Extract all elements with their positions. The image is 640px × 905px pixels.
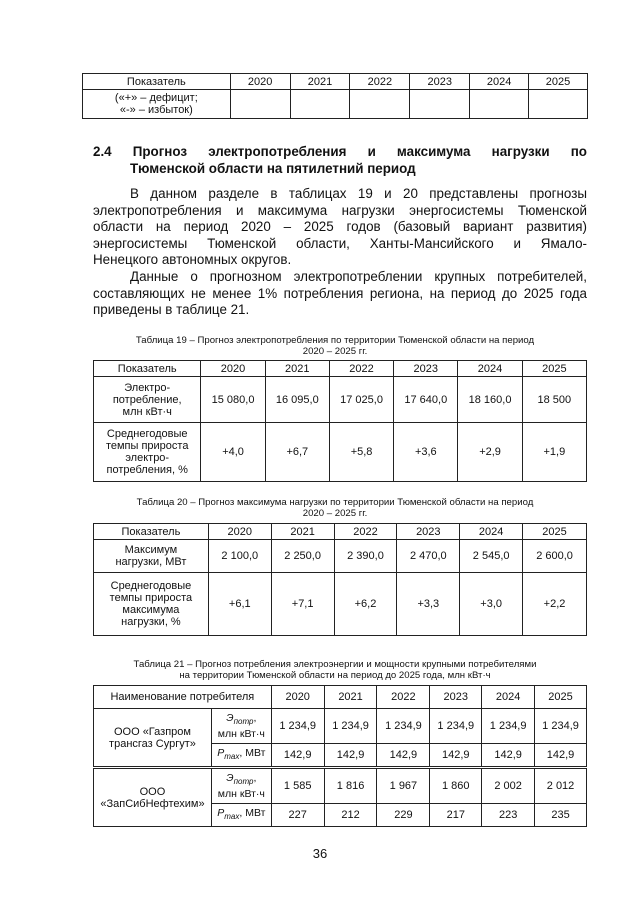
value-cell: 212 <box>324 804 377 827</box>
power-symbol: P <box>217 746 225 759</box>
value-cell: 15 080,0 <box>201 377 265 423</box>
energy-symbol: Э <box>226 771 234 784</box>
header-cell: 2021 <box>290 74 350 90</box>
value-cell: 235 <box>535 804 587 827</box>
header-cell: 2022 <box>350 74 410 90</box>
header-cell: 2022 <box>329 361 393 377</box>
name-line: «ЗапСибНефтехим» <box>100 797 205 810</box>
text-line: энергосистемы Тюменской области, Ханты-Мансийского и Ямало- <box>93 235 587 251</box>
value-cell: 229 <box>377 804 430 827</box>
value-cell: +6,2 <box>334 573 397 636</box>
header-cell: 2020 <box>201 361 265 377</box>
table-20 <box>93 523 587 636</box>
header-cell: 2021 <box>271 524 334 540</box>
section-number: 2.4 <box>93 144 112 159</box>
text-line: Ненецкого автономных округов. <box>93 252 292 268</box>
caption-line: Таблица 20 – Прогноз максимума нагрузки по территории Тюменской области на период <box>136 497 534 508</box>
section-heading <box>93 143 587 177</box>
value-cell: 16 095,0 <box>265 377 329 423</box>
name-line: трансгаз Сургут» <box>109 737 196 750</box>
caption-line: Таблица 21 – Прогноз потребления электроэнергии и мощности крупными потребителями <box>133 659 537 670</box>
value-cell: 18 500 <box>522 377 586 423</box>
table-19 <box>93 360 587 482</box>
energy-unit: млн кВт·ч <box>217 788 265 801</box>
label-line: потребления, % <box>106 464 188 476</box>
table-19-caption <box>82 335 588 357</box>
energy-subscript: потр <box>233 777 254 787</box>
header-cell: 2022 <box>334 524 397 540</box>
heading-word: Прогноз <box>132 144 188 159</box>
energy-symbol: Э <box>226 711 234 724</box>
value-cell: +5,8 <box>329 423 393 482</box>
top-table <box>82 73 588 119</box>
caption-line: 2020 – 2025 гг. <box>302 346 368 357</box>
row-label <box>83 90 231 119</box>
header-cell: Показатель <box>83 74 231 90</box>
label-line: темпы прироста <box>105 440 189 452</box>
value-cell: 227 <box>271 804 324 827</box>
power-symbol: P <box>217 806 225 819</box>
header-cell: 2024 <box>460 524 523 540</box>
value-cell: 1 860 <box>430 768 482 804</box>
label-line: электро- <box>125 452 170 464</box>
row-label <box>94 540 209 573</box>
header-cell: 2025 <box>522 361 586 377</box>
text-line: электропотребления и максимума нагрузки энергосистемы Тюменской <box>93 202 587 218</box>
table-20-caption <box>82 497 588 519</box>
header-cell: Показатель <box>94 524 209 540</box>
value-cell: 2 390,0 <box>334 540 397 573</box>
power-unit-cell <box>211 744 271 768</box>
text-line: составляющих не менее 1% потребления региона, на период до 2025 года <box>93 285 587 301</box>
row-label <box>94 423 201 482</box>
label-line: максимума <box>122 604 180 616</box>
row-label <box>94 377 201 423</box>
empty-cell <box>410 90 470 119</box>
heading-word: электропотребления <box>208 144 347 159</box>
value-cell: 142,9 <box>271 744 324 768</box>
value-cell: 18 160,0 <box>458 377 522 423</box>
table-header-row <box>94 686 587 709</box>
label-line: («+» – дефицит; <box>114 92 198 104</box>
row-label <box>94 573 209 636</box>
power-subscript: max <box>224 812 240 822</box>
value-cell: +6,7 <box>265 423 329 482</box>
header-cell: 2025 <box>523 524 587 540</box>
heading-line-2: Тюменской области на пятилетний период <box>130 161 416 176</box>
table-header-row <box>83 74 588 90</box>
value-cell: 1 234,9 <box>271 709 324 744</box>
value-cell: +2,2 <box>523 573 587 636</box>
table-header-row <box>94 524 587 540</box>
consumer-name <box>94 709 212 768</box>
value-cell: 2 250,0 <box>271 540 334 573</box>
label-line: млн кВт·ч <box>122 405 172 418</box>
power-unit: , МВт <box>239 746 266 759</box>
text-line: В данном разделе в таблицах 19 и 20 представлены прогнозы <box>130 186 587 201</box>
header-cell: 2023 <box>397 524 460 540</box>
header-cell: 2024 <box>458 361 522 377</box>
value-cell: 142,9 <box>482 744 535 768</box>
value-cell: 2 012 <box>535 768 587 804</box>
table-row <box>94 540 587 573</box>
table-21 <box>93 685 587 827</box>
caption-line: 2020 – 2025 гг. <box>302 508 368 519</box>
value-cell: 2 600,0 <box>523 540 587 573</box>
power-unit-cell <box>211 804 271 827</box>
header-cell: 2020 <box>271 686 324 709</box>
label-line: «-» – избыток) <box>119 104 193 116</box>
empty-cell <box>350 90 410 119</box>
value-cell: 2 002 <box>482 768 535 804</box>
value-cell: 1 234,9 <box>535 709 587 744</box>
header-cell: 2022 <box>377 686 430 709</box>
header-cell: 2024 <box>482 686 535 709</box>
power-unit: , МВт <box>239 806 266 819</box>
consumer-name <box>94 768 212 827</box>
value-cell: 1 234,9 <box>430 709 482 744</box>
empty-cell <box>529 90 588 119</box>
header-cell: 2023 <box>394 361 458 377</box>
value-cell: +7,1 <box>271 573 334 636</box>
header-cell: 2023 <box>430 686 482 709</box>
table-row <box>94 709 587 744</box>
caption-line: Таблица 19 – Прогноз электропотребления по территории Тюменской области на период <box>135 335 535 346</box>
label-line: Среднегодовые <box>110 580 192 592</box>
value-cell: 2 545,0 <box>460 540 523 573</box>
energy-unit-cell: $Э_{потр}$, млн кВт·ч <box>211 709 271 744</box>
table-row <box>94 573 587 636</box>
value-cell: 1 234,9 <box>482 709 535 744</box>
table-row <box>94 377 587 423</box>
table-row <box>94 423 587 482</box>
empty-cell <box>230 90 290 119</box>
value-cell: +2,9 <box>458 423 522 482</box>
value-cell: 217 <box>430 804 482 827</box>
value-cell: 142,9 <box>535 744 587 768</box>
value-cell: +6,1 <box>208 573 271 636</box>
value-cell: 1 816 <box>324 768 377 804</box>
empty-cell <box>470 90 529 119</box>
header-cell: 2020 <box>230 74 290 90</box>
header-cell: Показатель <box>94 361 201 377</box>
value-cell: 1 585 <box>271 768 324 804</box>
label-line: Максимум <box>124 544 178 556</box>
label-line: нагрузки, % <box>121 616 181 628</box>
table-header-row <box>94 361 587 377</box>
paragraph-1 <box>93 186 587 269</box>
table-row <box>83 90 588 119</box>
value-cell: 223 <box>482 804 535 827</box>
name-line: ООО «Газпром <box>113 725 191 738</box>
energy-unit: млн кВт·ч <box>217 728 265 741</box>
header-cell: 2021 <box>324 686 377 709</box>
energy-subscript: потр <box>233 717 254 727</box>
heading-word: максимума <box>396 144 471 159</box>
value-cell: 142,9 <box>377 744 430 768</box>
value-cell: 17 025,0 <box>329 377 393 423</box>
value-cell: +3,3 <box>397 573 460 636</box>
label-line: Электро- <box>124 381 171 394</box>
empty-cell <box>290 90 350 119</box>
value-cell: +4,0 <box>201 423 265 482</box>
heading-line-1 <box>93 143 587 160</box>
value-cell: +3,6 <box>394 423 458 482</box>
value-cell: 2 470,0 <box>397 540 460 573</box>
value-cell: 1 234,9 <box>377 709 430 744</box>
page-number: 36 <box>312 846 328 861</box>
text-line: приведены в таблице 21. <box>93 302 250 318</box>
value-cell: +1,9 <box>522 423 586 482</box>
value-cell: 17 640,0 <box>394 377 458 423</box>
header-cell: 2020 <box>208 524 271 540</box>
heading-word: и <box>367 144 376 159</box>
value-cell: 1 234,9 <box>324 709 377 744</box>
value-cell: 2 100,0 <box>208 540 271 573</box>
label-line: Среднегодовые <box>106 428 188 440</box>
value-cell: +3,0 <box>460 573 523 636</box>
name-line: ООО <box>139 785 166 798</box>
table-row <box>94 768 587 804</box>
header-cell: 2023 <box>410 74 470 90</box>
energy-unit-cell: $Э_{потр}$, млн кВт·ч <box>211 768 271 804</box>
label-line: нагрузки, МВт <box>115 556 187 568</box>
header-cell: 2021 <box>265 361 329 377</box>
power-subscript: max <box>224 752 240 762</box>
value-cell: 1 967 <box>377 768 430 804</box>
caption-line: на территории Тюменской области на период до 2025 года, млн кВт·ч <box>179 670 491 681</box>
value-cell: 142,9 <box>324 744 377 768</box>
heading-word: нагрузки <box>491 144 550 159</box>
label-line: потребление, <box>112 393 182 406</box>
value-cell: 142,9 <box>430 744 482 768</box>
text-line: Данные о прогнозном электропотреблении крупных потребителей, <box>130 269 587 284</box>
paragraph-2 <box>93 269 587 319</box>
header-cell: 2025 <box>529 74 588 90</box>
header-cell: Наименование потребителя <box>94 686 272 709</box>
label-line: темпы прироста <box>109 592 193 604</box>
header-cell: 2024 <box>470 74 529 90</box>
text-line: области на период 2020 – 2025 годов (базовый вариант развития) <box>93 219 587 235</box>
header-cell: 2025 <box>535 686 587 709</box>
table-21-caption <box>82 659 588 681</box>
heading-word: по <box>570 144 587 159</box>
